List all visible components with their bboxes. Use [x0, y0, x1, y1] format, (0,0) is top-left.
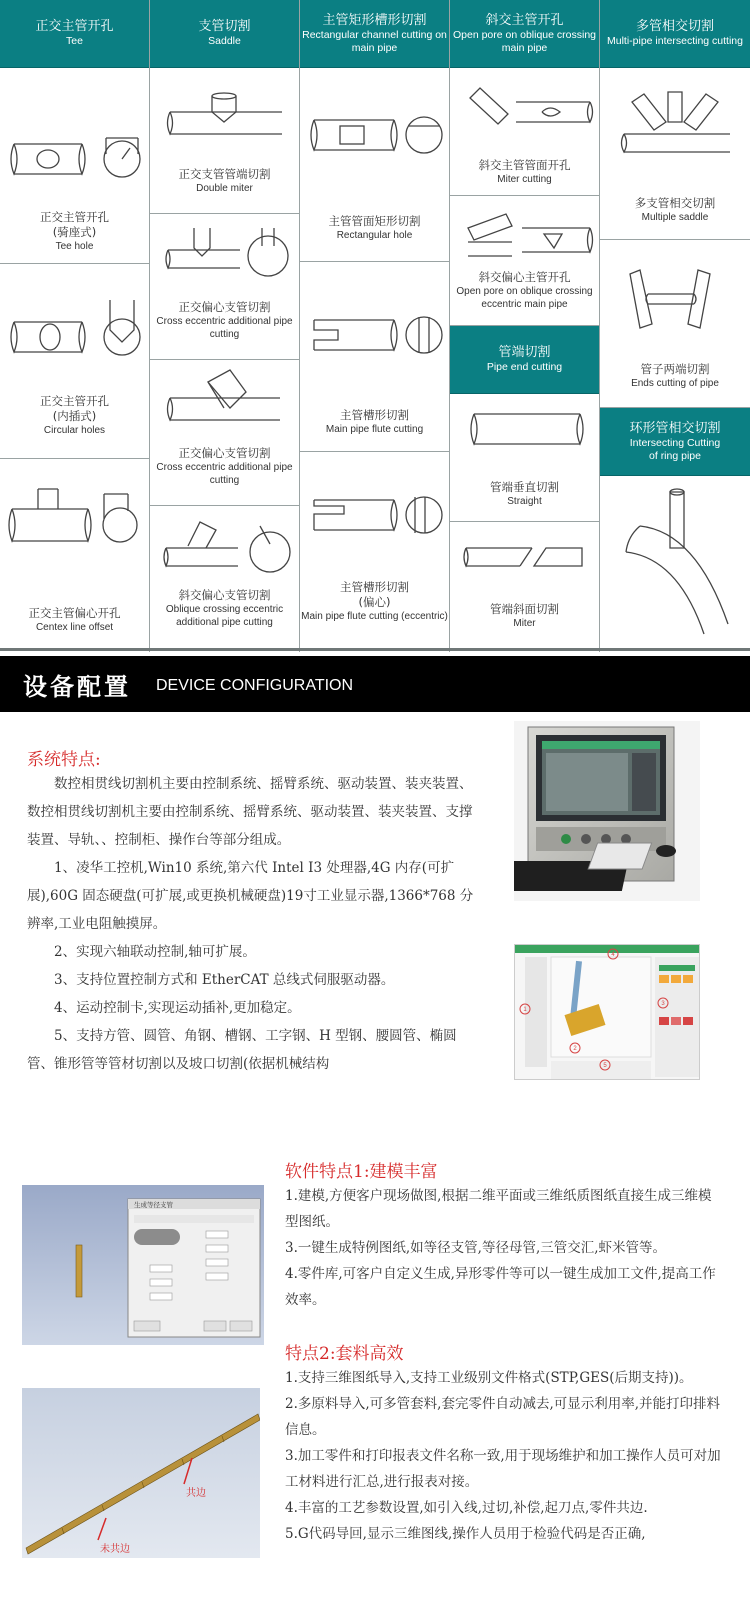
cell-ring-pipe — [600, 476, 750, 648]
feature-item: 1.建模,方便客户现场做图,根据二维平面或三维纸质图纸直接生成三维模型图纸。 — [285, 1188, 712, 1230]
caption-cn: 斜交偏心支管切割 — [178, 588, 271, 602]
header-multi-pipe — [600, 0, 750, 68]
caption-en: Main pipe flute cutting — [325, 424, 424, 435]
caption — [600, 362, 750, 390]
cell-flute — [300, 262, 449, 452]
header-en: Open pore on oblique crossing main pipe — [452, 28, 596, 54]
header-cn: 正交主管开孔 — [35, 19, 114, 34]
header-cn: 管端切割 — [498, 345, 551, 360]
column-tee — [0, 0, 150, 652]
cell-straight — [450, 394, 599, 522]
feature-item: 2.多原料导入,可多管套料,套完零件自动减去,可显示利用率,并能打印排料信息。 — [285, 1396, 721, 1438]
software-ui-illustration — [515, 945, 700, 1080]
column-rectangular — [300, 0, 450, 652]
header-oblique — [450, 0, 599, 68]
cross-eccentric-diagram — [150, 214, 300, 304]
caption-cn: 正交偏心支管切割 — [178, 446, 271, 460]
caption-en: Straight — [507, 496, 542, 507]
oblique-eccentric-main-diagram — [450, 196, 600, 276]
banner-title-en: DEVICE CONFIGURATION — [156, 677, 354, 694]
cell-circular-holes — [0, 264, 149, 459]
column-oblique — [450, 0, 600, 652]
caption — [150, 588, 299, 629]
nest-label-uncommon: 未共边 — [100, 1544, 130, 1555]
feature-item: 3.一键生成特例图纸,如等径支管,等径母管,三管交汇,虾米管等。 — [285, 1240, 667, 1256]
circular-holes-diagram — [0, 264, 150, 394]
feature-item: 5.G代码导回,显示三维图线,操作人员用于检验代码是否正确, — [285, 1526, 646, 1542]
caption-cn: 正交主管开孔 (骑座式) — [40, 210, 109, 239]
control-cabinet-photo — [514, 721, 700, 901]
flute-diagram — [300, 262, 450, 382]
cell-cross-eccentric-2 — [150, 360, 299, 506]
caption — [300, 214, 449, 242]
cad-modelling-screenshot — [22, 1185, 264, 1345]
header-cn: 多管相交切割 — [635, 19, 714, 34]
centex-offset-diagram — [0, 459, 150, 589]
caption — [300, 580, 449, 623]
caption — [450, 270, 599, 311]
double-miter-diagram — [150, 68, 300, 168]
caption-cn: 斜交偏心主管开孔 — [478, 270, 571, 284]
system-item: 4、运动控制卡,实现运动插补,更加稳定。 — [54, 1000, 301, 1016]
header-en: Multi-pipe intersecting cutting — [607, 35, 743, 47]
caption-en: Oblique crossing eccentric additional pipe cutting — [165, 604, 284, 628]
screen-marker: 4 — [611, 952, 615, 958]
software-feature-2-list — [285, 1365, 721, 1547]
column-multi-pipe — [600, 0, 750, 652]
banner-title-cn: 设备配置 — [23, 673, 131, 701]
caption — [0, 606, 149, 634]
cell-miter-cutting — [450, 68, 599, 196]
cell-rectangular-hole — [300, 68, 449, 262]
screen-marker: 5 — [603, 1063, 607, 1069]
subheader-ring-pipe — [600, 408, 750, 476]
system-item: 5、支持方管、圆管、角钢、槽钢、工字钢、H 型钢、腰圆管、椭圆管、锥形管等管材切割以及坡口切割(依据机械结构 — [27, 1028, 457, 1072]
caption-cn: 正交支管管端切割 — [178, 167, 271, 181]
cell-centex-offset — [0, 459, 149, 648]
cell-miter-end — [450, 522, 599, 648]
system-item: 3、支持位置控制方式和 EtherCAT 总线式伺服驱动器。 — [54, 972, 395, 988]
caption-cn: 正交主管偏心开孔 — [28, 606, 121, 620]
cross-eccentric-diagram — [150, 360, 300, 450]
software-screenshot — [514, 944, 700, 1080]
nesting-screenshot — [22, 1388, 260, 1558]
caption-en: Cross eccentric additional pipe cutting — [156, 316, 293, 340]
header-en: Intersecting Cutting of ring pipe — [629, 436, 721, 462]
flute-eccentric-diagram — [300, 452, 450, 562]
system-features-title: 系统特点: — [27, 750, 101, 770]
feature-item: 4.丰富的工艺参数设置,如引入线,过切,补偿,起刀点,零件共边. — [285, 1500, 648, 1516]
caption — [450, 480, 599, 508]
caption-cn: 主管管面矩形切割 — [328, 214, 421, 228]
caption-en: Miter cutting — [497, 174, 552, 185]
header-en: Rectangular channel cutting on main pipe — [302, 28, 447, 54]
caption — [150, 300, 299, 341]
caption-cn: 主管槽形切割 — [340, 408, 409, 422]
cell-multiple-saddle — [600, 68, 750, 240]
caption-cn: 管子两端切割 — [640, 362, 710, 376]
cell-oblique-eccentric-main — [450, 196, 599, 326]
cell-double-miter — [150, 68, 299, 214]
header-saddle — [150, 0, 299, 68]
tee-hole-diagram — [0, 68, 150, 208]
cell-ends-cutting — [600, 240, 750, 408]
software-feature-2-title: 特点2:套料高效 — [285, 1344, 404, 1364]
feature-item: 1.支持三维图纸导入,支持工业级别文件格式(STP,GES(后期支持))。 — [285, 1370, 693, 1386]
caption-cn: 多支管相交切割 — [634, 196, 716, 210]
caption — [150, 167, 299, 195]
header-rectangular — [300, 0, 449, 68]
straight-cut-diagram — [450, 394, 600, 474]
screen-marker: 3 — [661, 1001, 665, 1007]
caption-cn: 主管槽形切割 (偏心) — [340, 580, 409, 609]
caption-en: Ends cutting of pipe — [631, 378, 719, 389]
cell-oblique-eccentric — [150, 506, 299, 648]
ring-pipe-diagram — [600, 476, 750, 648]
oblique-eccentric-diagram — [150, 506, 300, 596]
caption — [450, 602, 599, 630]
caption-cn: 正交主管开孔 (内插式) — [40, 394, 109, 423]
cell-tee-hole — [0, 68, 149, 264]
miter-end-diagram — [450, 522, 600, 592]
caption — [0, 210, 149, 253]
caption-en: Cross eccentric additional pipe cutting — [156, 462, 293, 486]
caption — [0, 394, 149, 437]
rectangular-hole-diagram — [300, 68, 450, 188]
header-cn: 支管切割 — [198, 19, 251, 34]
software-feature-1-title: 软件特点1:建模丰富 — [285, 1162, 438, 1182]
caption-cn: 管端斜面切割 — [490, 602, 559, 616]
cell-cross-eccentric-1 — [150, 214, 299, 360]
caption-cn: 正交偏心支管切割 — [178, 300, 271, 314]
header-en: Saddle — [208, 35, 241, 47]
caption-en: Multiple saddle — [641, 212, 709, 223]
header-en: Pipe end cutting — [486, 361, 563, 373]
control-cabinet-illustration — [514, 721, 700, 901]
caption-en: Open pore on oblique crossing eccentric main pipe — [456, 286, 593, 310]
caption-en: Tee hole — [55, 241, 94, 252]
multiple-saddle-diagram — [600, 68, 750, 178]
caption-en: Circular holes — [43, 425, 106, 436]
subheader-pipe-end — [450, 326, 599, 394]
caption-en: Main pipe flute cutting (eccentric) — [301, 611, 448, 622]
system-item: 2、实现六轴联动控制,轴可扩展。 — [54, 944, 256, 960]
ends-cutting-diagram — [600, 240, 750, 350]
system-features-text — [27, 770, 479, 1078]
caption-en: Rectangular hole — [336, 230, 413, 241]
cell-flute-eccentric — [300, 452, 449, 648]
header-cn: 环形管相交切割 — [629, 420, 721, 436]
system-item: 1、凌华工控机,Win10 系统,第六代 Intel I3 处理器,4G 内存(可扩展),60G 固态硬盘(可扩展,或更换机械硬盘)19寸工业显示器,1366*768 分辨率,工业电阻触摸屏。 — [27, 860, 474, 932]
miter-cutting-diagram — [450, 68, 600, 158]
software-feature-1-list — [285, 1183, 721, 1313]
system-intro: 数控相贯线切割机主要由控制系统、摇臂系统、驱动装置、装夹装置、数控相贯线切割机主要由控制系统、摇臂系统、驱动装置、装夹装置、支撑装置、导轨、、控制柜、操作台等部分组成。 — [27, 776, 473, 848]
header-tee — [0, 0, 149, 68]
header-cn: 主管矩形槽形切割 — [322, 12, 427, 28]
caption — [450, 158, 599, 186]
cad-dialog-title: 生成等径支管 — [134, 1201, 173, 1209]
caption-en: Double miter — [196, 183, 253, 194]
feature-item: 3.加工零件和打印报表文件名称一致,用于现场维护和加工操作人员可对加工材料进行汇总,进行报表对接。 — [285, 1448, 721, 1490]
caption-cn: 管端垂直切割 — [490, 480, 559, 494]
cutting-types-grid — [0, 0, 750, 652]
screen-marker: 2 — [573, 1046, 577, 1052]
caption — [300, 408, 449, 436]
feature-item: 4.零件库,可客户自定义生成,异形零件等可以一键生成加工文件,提高工作效率。 — [285, 1266, 716, 1308]
caption-en: Centex line offset — [35, 622, 114, 633]
header-cn: 斜交主管开孔 — [485, 12, 564, 28]
nest-label-common: 共边 — [186, 1488, 206, 1499]
header-en: Tee — [66, 35, 83, 47]
caption — [600, 196, 750, 224]
cad-modelling-illustration — [22, 1185, 264, 1345]
device-configuration-banner — [0, 656, 750, 712]
nesting-illustration — [22, 1388, 260, 1558]
caption — [150, 446, 299, 487]
caption-en: Miter — [513, 618, 536, 629]
grid-bottom-rule — [0, 648, 750, 651]
column-saddle — [150, 0, 300, 652]
caption-cn: 斜交主管管面开孔 — [478, 158, 571, 172]
screen-marker: 1 — [523, 1007, 527, 1013]
